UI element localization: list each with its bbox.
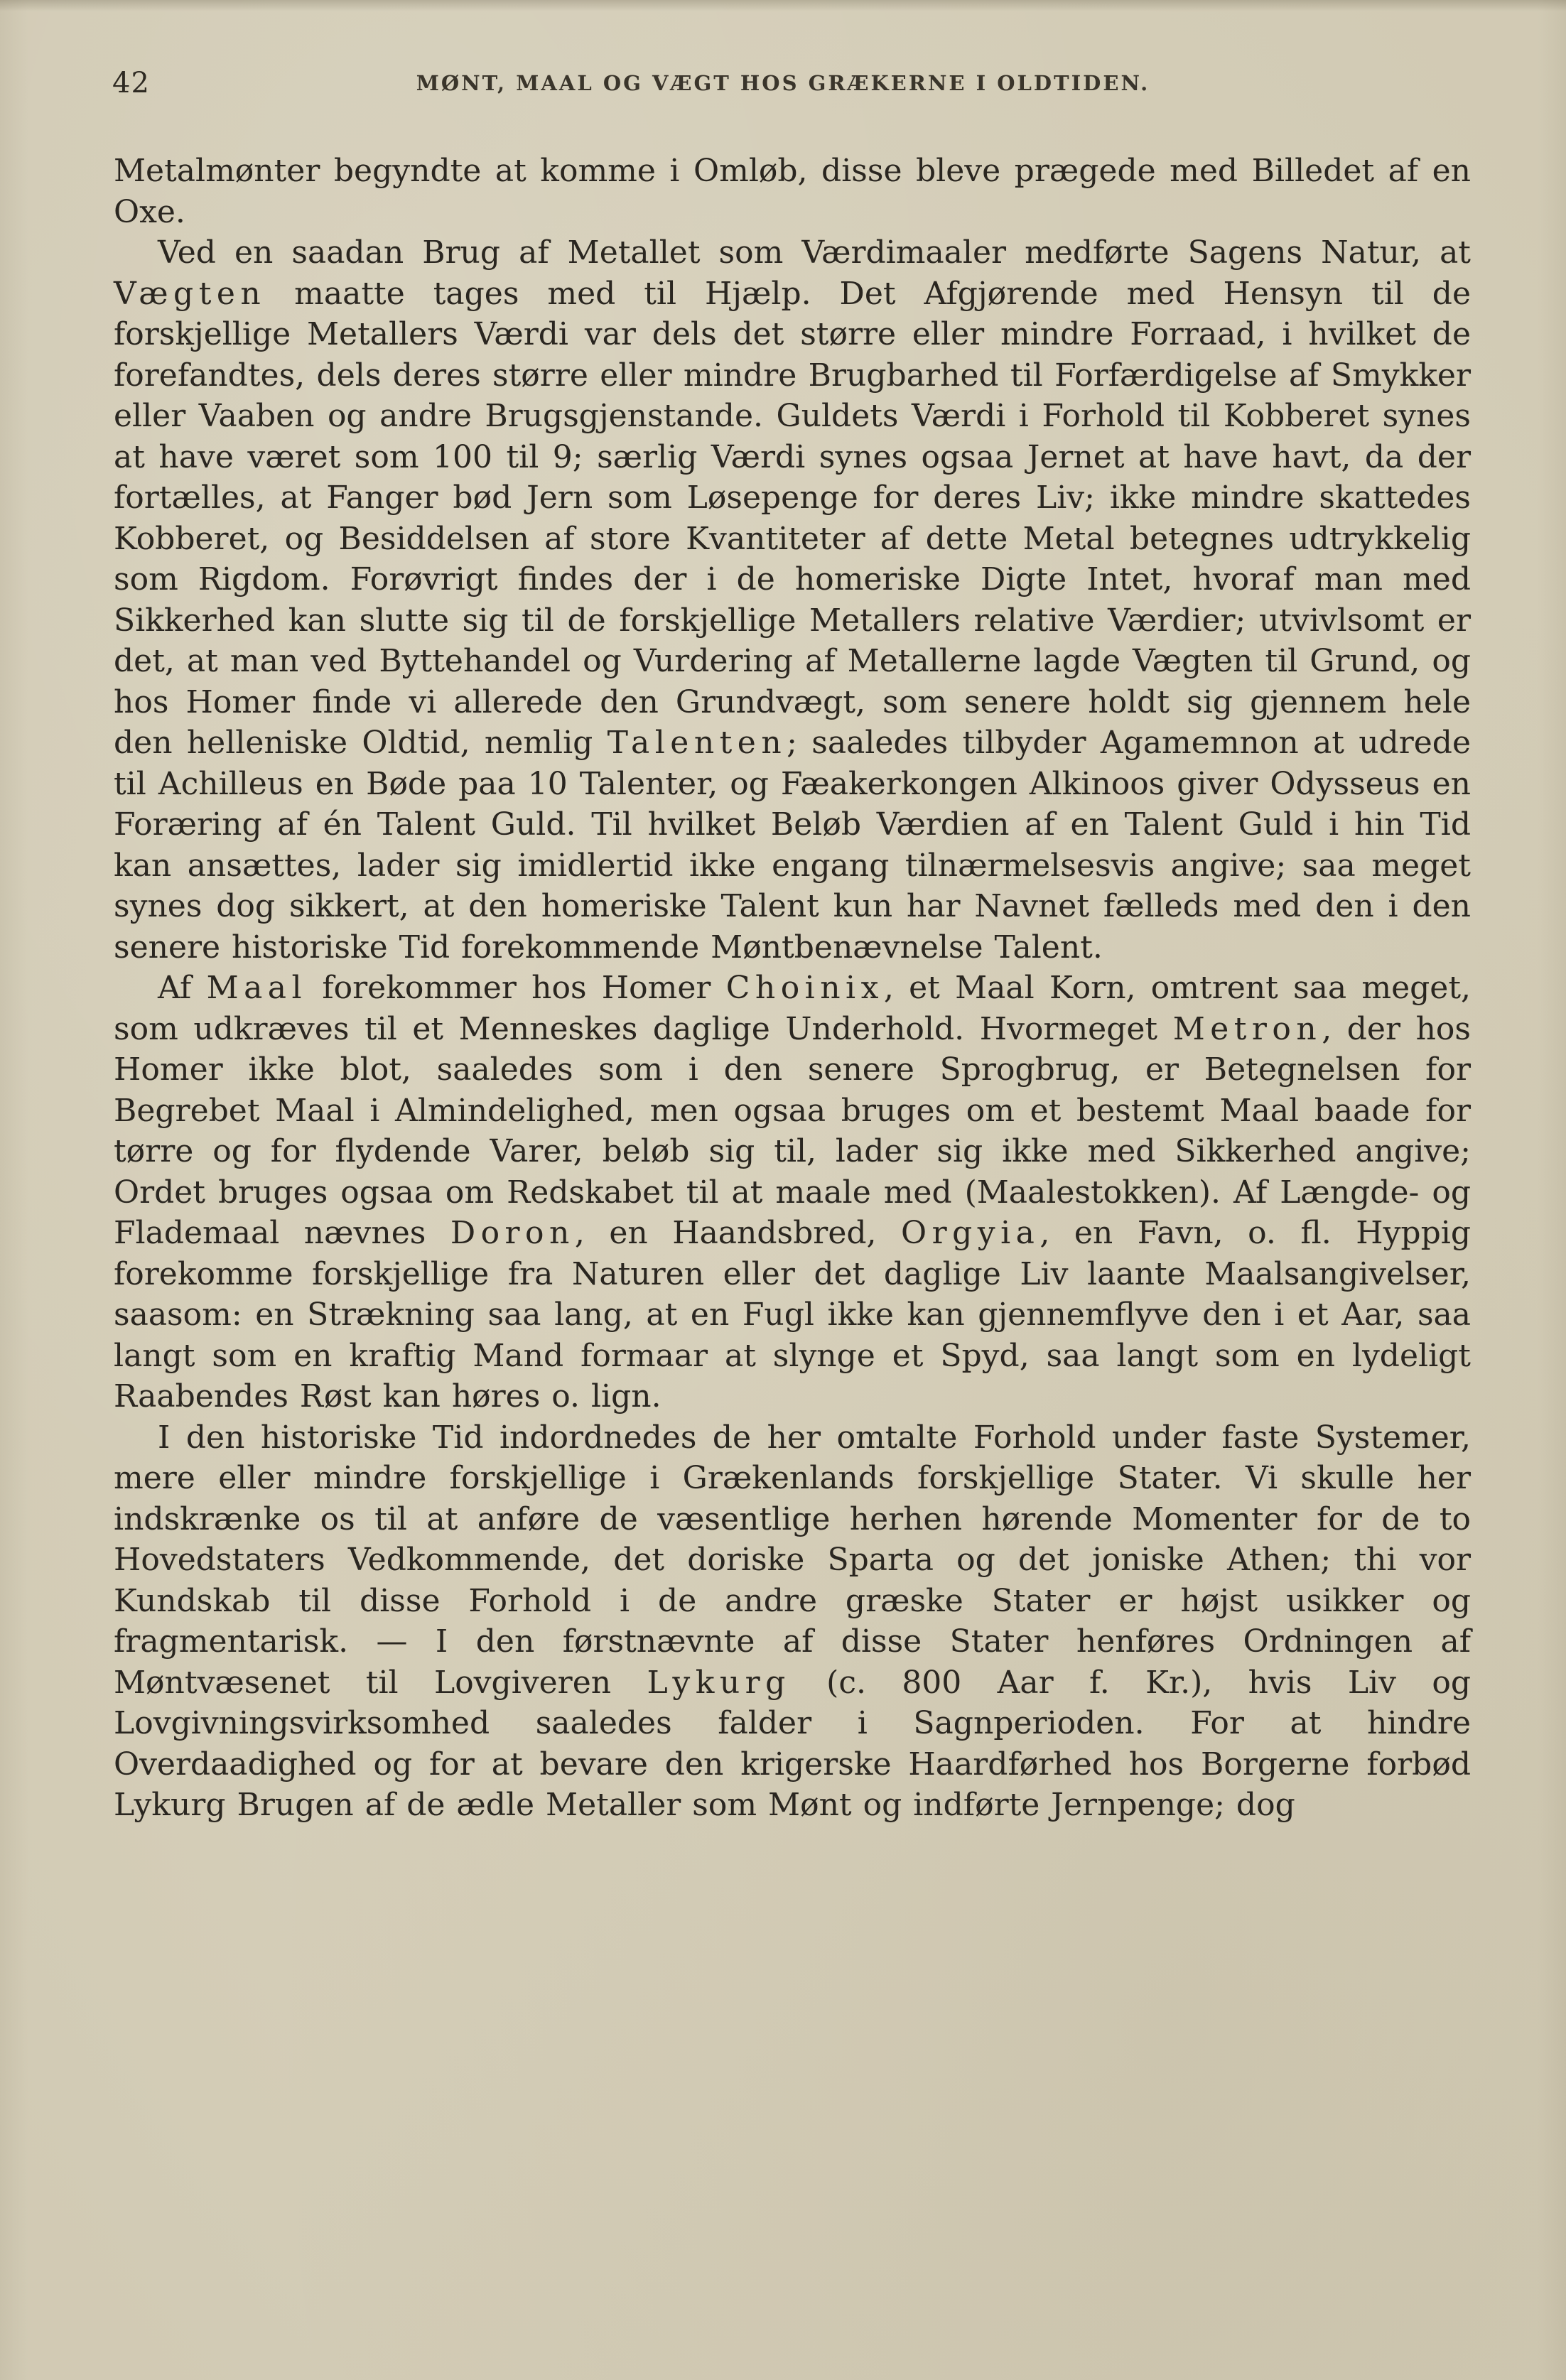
letterspaced-word: Choinix (725, 970, 884, 1006)
text-segment: ; saaledes tilbyder Agamemnon at udrede til Achilleus en Bøde paa 10 Talenter, og Fæakerkongen Alkinoos giver Odysseus en Foræring af én Talent Guld. Til hvilket Beløb Værdien af en Talent Guld i hin Tid kan ansættes, lader sig imidlertid ikke engang tilnærmelsesvis angive; saa meget synes dog sikkert, at den homeriske Talent kun har Navnet fælleds med den i den senere historiske Tid forekommende Møntbenævnelse Talent. (114, 725, 1471, 965)
letterspaced-word: Maal (206, 970, 308, 1006)
paragraph (114, 232, 1471, 968)
letterspaced-word: Doron (450, 1215, 575, 1251)
text-segment: , et Maal Korn, omtrent saa meget, som udkræves til et Menneskes daglige Underhold. Hvormeget (114, 970, 1471, 1047)
text-segment: forekommer hos Homer (307, 970, 726, 1006)
text-segment: Af (158, 970, 207, 1006)
text-segment: , en Favn, o. fl. Hyppig forekomme forskjellige fra Naturen eller det daglige Liv laante Maalsangivelser, saasom: en Strækning saa lang, at en Fugl ikke kan gjennemflyve den i et Aar, saa langt som en kraftig Mand formaar at slynge et Spyd, saa langt som en lydeligt Raabendes Røst kan høres o. lign. (114, 1215, 1471, 1415)
text-segment: Metalmønter begyndte at komme i Omløb, disse bleve prægede med Billedet af en Oxe. (114, 153, 1471, 230)
paragraph (114, 151, 1471, 232)
letterspaced-word: Vægten (114, 275, 266, 312)
page-header (0, 65, 1566, 105)
paragraph (114, 1417, 1471, 1826)
page-number: 42 (112, 67, 150, 99)
text-segment: (c. 800 Aar f. Kr.), hvis Liv og Lovgivningsvirksomhed saaledes falder i Sagnperioden. For at hindre Overdaadighed og for at bevare den krigerske Haardførhed hos Borgerne forbød Lykurg Brugen af de ædle Metaller som Mønt og indførte Jernpenge; dog (114, 1664, 1471, 1823)
text-segment: maatte tages med til Hjælp. Det Afgjørende med Hensyn til de forskjellige Metallers Værdi var dels det større eller mindre Forraad, i hvilket de forefandtes, dels deres større eller mindre Brugbarhed til Forfærdigelse af Smykker eller Vaaben og andre Brugsgjenstande. Guldets Værdi i Forhold til Kobberet synes at have været som 100 til 9; særlig Værdi synes ogsaa Jernet at have havt, da der fortælles, at Fanger bød Jern som Løsepenge for deres Liv; ikke mindre skattedes Kobberet, og Besiddelsen af store Kvantiteter af dette Metal betegnes udtrykkelig som Rigdom. Forøvrigt findes der i de homeriske Digte Intet, hvoraf man med Sikkerhed kan slutte sig til de forskjellige Metallers relative Værdier; utvivlsomt er det, at man ved Byttehandel og Vurdering af Metallerne lagde Vægten til Grund, og hos Homer finde vi allerede den Grundvægt, som senere holdt sig gjennem hele den helleniske Oldtid, nemlig (114, 275, 1471, 761)
text-segment: , der hos Homer ikke blot, saaledes som i den senere Sprogbrug, er Betegnelsen for Begrebet Maal i Almindelighed, men ogsaa bruges om et bestemt Maal baade for tørre og for flydende Varer, beløb sig til, lader sig ikke med Sikkerhed angive; Ordet bruges ogsaa om Redskabet til at maale med (Maalestokken). Af Længde- og Flademaal nævnes (114, 1010, 1471, 1251)
letterspaced-word: Metron (1172, 1010, 1322, 1047)
text-segment: Ved en saadan Brug af Metallet som Værdimaaler medførte Sagens Natur, at (158, 234, 1471, 271)
text-segment: , en Haandsbred, (574, 1215, 902, 1251)
letterspaced-word: Orgyia (901, 1215, 1040, 1251)
running-header: MØNT, MAAL OG VÆGT HOS GRÆKERNE I OLDTIDEN. (416, 71, 1150, 95)
text-segment: I den historiske Tid indordnedes de her omtalte Forhold under faste Systemer, mere eller mindre forskjellige i Grækenlands forskjellige Stater. Vi skulle her indskrænke os til at anføre de væsentlige herhen hørende Momenter for de to Hovedstaters Vedkommende, det doriske Sparta og det joniske Athen; thi vor Kundskab til disse Forhold i de andre græske Stater er højst usikker og fragmentarisk. — I den førstnævnte af disse Stater henføres Ordningen af Møntvæsenet til Lovgiveren (114, 1419, 1471, 1701)
page-body (114, 151, 1471, 1826)
letterspaced-word: Talenten (607, 725, 787, 761)
paragraph (114, 968, 1471, 1417)
letterspaced-word: Lykurg (647, 1664, 791, 1701)
